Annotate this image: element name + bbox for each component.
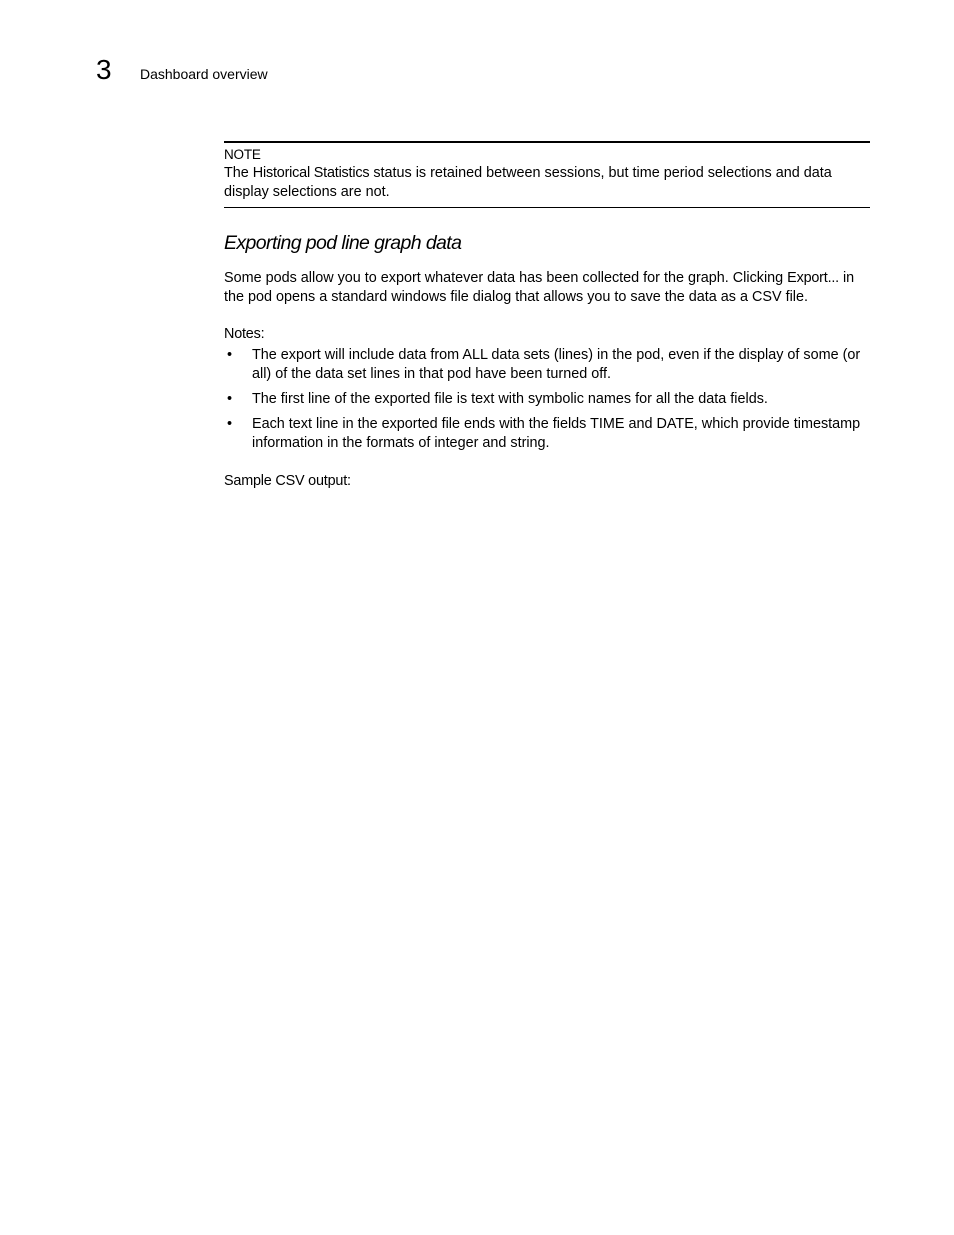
note-text-after: status is retained between sessions, but time period selections and data display selections are not. [224,165,832,200]
note-term-historical-statistics: Historical Statistics [252,165,370,181]
list-item-text: The first line of the exported file is text with symbolic names for all the data fields. [252,391,768,407]
note-text [224,164,870,202]
list-item [224,390,870,409]
chapter-number: 3 [96,54,112,85]
sample-csv-heading: Sample CSV output: [224,473,351,489]
list-item-text: The export will include data from ALL data sets (lines) in the pod, even if the display of some (or all) of the data set lines in that pod have been turned off. [252,347,861,382]
note-box [224,141,870,208]
intro-text-before: Some pods allow you to export whatever data has been collected for the graph. Clicking [224,270,788,286]
running-header-title: Dashboard overview [140,66,268,82]
intro-term-export: Export... [787,270,839,286]
page-content [224,141,870,491]
list-item [224,346,870,384]
note-text-before: The [224,165,253,181]
notes-heading: Notes: [224,326,265,342]
section-heading: Exporting pod line graph data [224,232,462,254]
intro-paragraph [224,269,870,307]
bullet-icon: • [227,416,233,432]
list-item-text: Each text line in the exported file ends with the fields TIME and DATE, which provide timestamp information in the formats of integer and string. [252,416,861,451]
bullet-icon: • [227,347,233,363]
notes-list [224,346,870,453]
intro-text-after: in the pod opens a standard windows file dialog that allows you to save the data as a CSV file. [224,270,855,305]
note-label: NOTE [224,147,261,162]
bullet-icon: • [227,391,233,407]
list-item [224,415,870,453]
